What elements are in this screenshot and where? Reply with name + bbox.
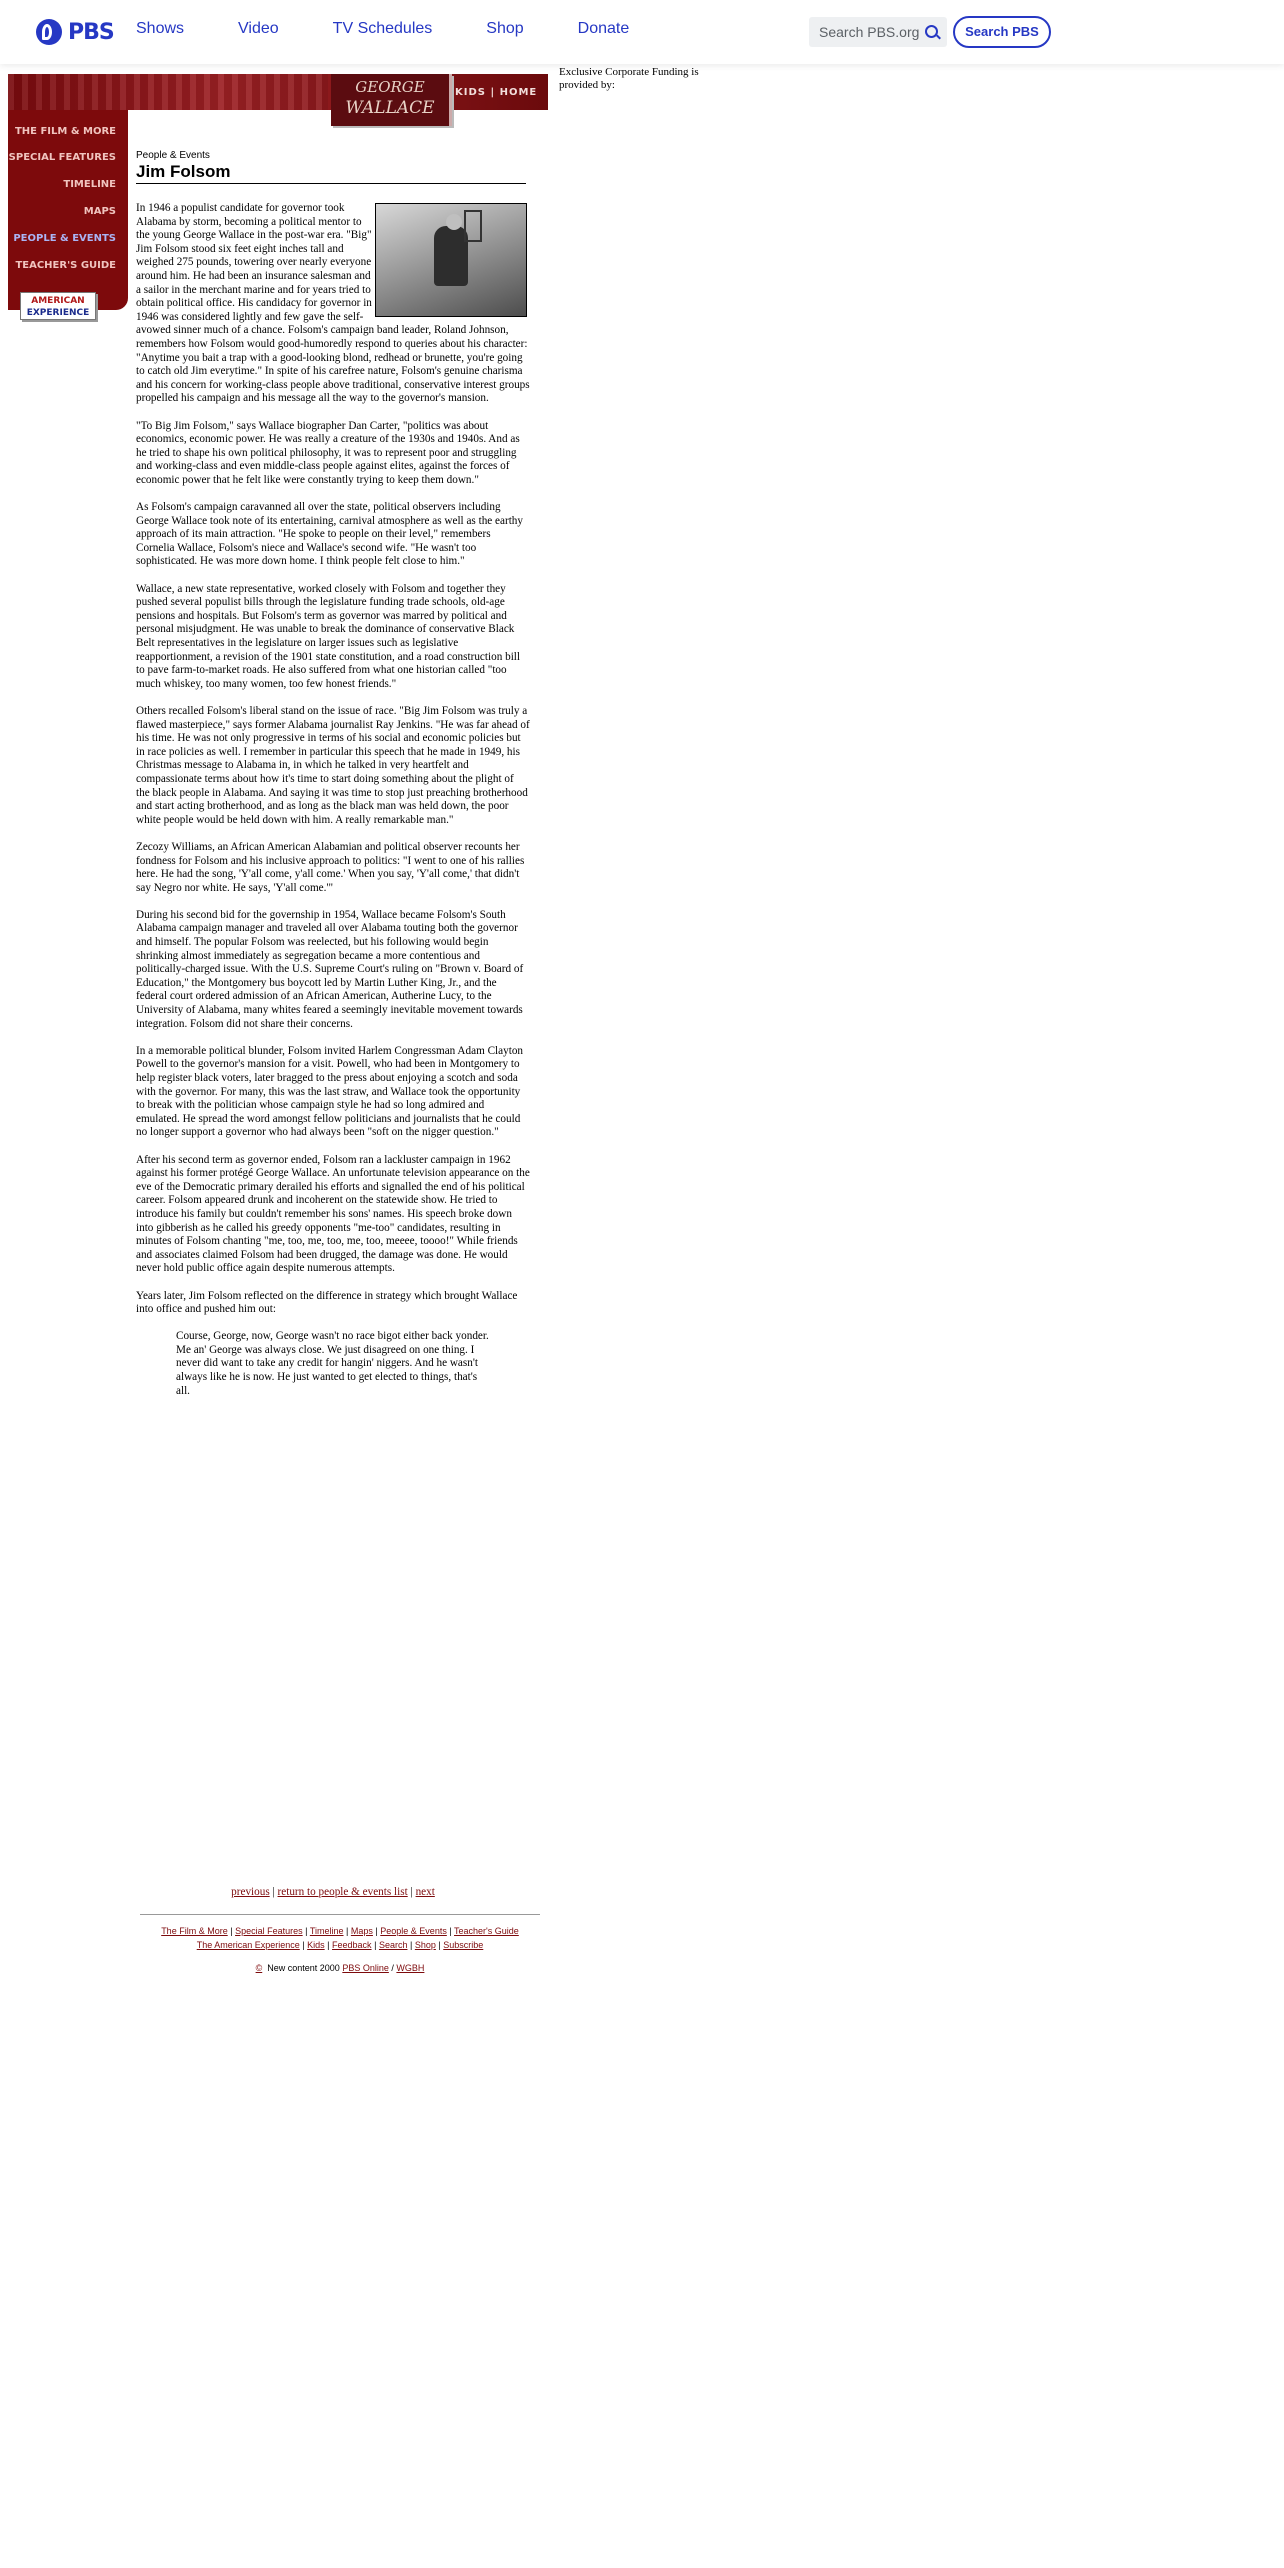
- banner-pattern: [8, 74, 328, 110]
- article-paragraph: Others recalled Folsom's liberal stand on the issue of race. "Big Jim Folsom was truly a flawed masterpiece," says former Alabama journalist Ray Jenkins. "He was far ahead of his time. He was not only progressive in terms of his social and economic policies but in race policies as well. I remember in particular this speech that he made in 1949, his Christmas message to Alabama in, in which he talked in very heartfelt and compassionate terms about how it's time to start doing something about the plight of the black people in Alabama. And saying it was time to stop just preaching brotherhood and start acting brotherhood, and as long as the black man was held down, the poor white people would be held down with him. A really remarkable man.": [136, 704, 530, 826]
- search-pbs-button[interactable]: Search PBS: [953, 16, 1051, 48]
- copyright-text: New content 2000: [267, 1963, 340, 1973]
- separator: |: [230, 1926, 233, 1936]
- pbs-logo-text: PBS: [68, 19, 114, 45]
- wgbh-link[interactable]: WGBH: [396, 1963, 425, 1973]
- footer-maps[interactable]: Maps: [350, 1926, 373, 1936]
- pbs-head-icon: [36, 19, 62, 45]
- sidebar: [8, 110, 128, 310]
- previous-link[interactable]: previous: [231, 1886, 270, 1898]
- separator: |: [302, 1940, 305, 1950]
- footer-feedback[interactable]: Feedback: [332, 1940, 372, 1950]
- american-experience-logo[interactable]: [20, 292, 96, 320]
- footer-row-1: [136, 1924, 544, 1938]
- pagination: [136, 1886, 530, 1898]
- article-paragraph: After his second term as governor ended, Folsom ran a lackluster campaign in 1962 against his former protégé George Wallace. An unfortunate television appearance on the eve of the Democratic primary derailed his efforts and signalled the end of his political career. Folsom appeared drunk and incoherent on the statewide show. He tried to introduce his family but couldn't remember his sons' names. His speech broke down into gibberish as he called his greedy opponents "me-too" candidates, resulting in minutes of Folsom chanting "me, too, me, too, me, too, meeee, toooo!" While friends and associates claimed Folsom had been drugged, the damage was done. He would never hold public office again despite numerous attempts.: [136, 1153, 530, 1275]
- pbs-header: [0, 0, 1284, 64]
- folsom-quote: Course, George, now, George wasn't no race bigot either back yonder. Me an' George was always close. We just disagreed on one thing. I never did want to take any credit for hangin' niggers. And he wasn't always like he is now. He just wanted to get elected to things, that's all.: [176, 1330, 489, 1397]
- sidebar-item-timeline[interactable]: TIMELINE: [63, 179, 116, 190]
- search-icon[interactable]: [925, 25, 938, 38]
- footer-american-experience[interactable]: The American Experience: [196, 1940, 300, 1950]
- photo-spacer: [372, 202, 530, 320]
- section-label: People & Events: [136, 150, 210, 161]
- kids-home-link[interactable]: KIDS | HOME: [455, 87, 538, 98]
- separator: |: [346, 1926, 349, 1936]
- sidebar-item-teachers-guide[interactable]: TEACHER'S GUIDE: [15, 260, 116, 271]
- separator: |: [410, 1886, 413, 1898]
- separator: |: [438, 1940, 441, 1950]
- george-wallace-title[interactable]: [331, 74, 452, 126]
- pbs-online-link[interactable]: PBS Online: [342, 1963, 389, 1973]
- footer-subscribe[interactable]: Subscribe: [443, 1940, 484, 1950]
- title-divider: [136, 183, 526, 184]
- pbs-nav: [136, 20, 683, 38]
- separator: |: [374, 1940, 377, 1950]
- article-body: [136, 202, 530, 1412]
- footer-people-events[interactable]: People & Events: [380, 1926, 447, 1936]
- slash: /: [391, 1963, 394, 1973]
- separator: |: [375, 1926, 378, 1936]
- footer-teachers-guide[interactable]: Teacher's Guide: [454, 1926, 519, 1936]
- footer-row-2: [136, 1938, 544, 1952]
- article-paragraph: Zecozy Williams, an African American Alabamian and political observer recounts her fondness for Folsom and his inclusive approach to politics: "I went to one of his rallies here. He had the song, 'Y'all come, y'all come.' When you say, 'Y'all come,' that didn't say Negro nor white. He says, 'Y'all come.'": [136, 840, 525, 894]
- article-paragraph: Wallace, a new state representative, worked closely with Folsom and together they pushed several populist bills through the legislature funding trade schools, old-age pensions and hospitals. But Folsom's term as governor was marred by political and personal misjudgment. He was unable to break the dominance of conservative Black Belt representatives in the legislature on larger issues such as legislative reapportionment, a revision of the 1901 state constitution, and a road construction bill to pave farm-to-market roads. He also suffered from what one historian called "too much whiskey, too many women, too few honest friends.": [136, 582, 521, 690]
- return-list-link[interactable]: return to people & events list: [277, 1886, 408, 1898]
- footer-shop[interactable]: Shop: [414, 1940, 436, 1950]
- nav-shows[interactable]: Shows: [136, 20, 185, 37]
- separator: |: [272, 1886, 275, 1898]
- amex-line2: EXPERIENCE: [26, 308, 90, 318]
- amex-line1: AMERICAN: [31, 296, 85, 306]
- pbs-logo[interactable]: [36, 18, 114, 46]
- nav-shop[interactable]: Shop: [486, 20, 524, 37]
- separator: |: [449, 1926, 452, 1936]
- title-line1: GEORGE: [355, 78, 425, 96]
- separator: |: [305, 1926, 308, 1936]
- separator: |: [327, 1940, 330, 1950]
- separator: |: [409, 1940, 413, 1950]
- article-paragraph: "To Big Jim Folsom," says Wallace biographer Dan Carter, "politics was about economics, economic power. He was really a creature of the 1930s and 1940s. And as he tried to shape his own political philosophy, it was to represent poor and struggling and working-class and even middle-class people against elites, against the forces of economic power that he felt like were constantly trying to keep them down.": [136, 419, 520, 486]
- title-line2: WALLACE: [345, 98, 435, 118]
- funding-credit: Exclusive Corporate Funding is provided by:: [559, 66, 699, 91]
- nav-donate[interactable]: Donate: [577, 20, 630, 37]
- sidebar-item-people-events[interactable]: PEOPLE & EVENTS: [13, 233, 116, 244]
- article-paragraph: In 1946 a populist candidate for governor took Alabama by storm, becoming a political mentor to the young George Wallace in the post-war era. "Big" Jim Folsom stood six feet eight inches tall and weighed 275 pounds, towering over nearly everyone around him. He had been an insurance salesman and a sailor in the merchant marine and for years tried to obtain political office. His candidacy for governor in 1946 was considered lightly and few gave the self-avowed sinner much of a chance. Folsom's campaign band leader, Roland Johnson, remembers how Folsom would good-humoredly respond to queries about his character: "Anytime you bait a trap with a good-looking blond, redhead or brunette, you're going to catch old Jim everytime." In spite of his carefree nature, Folsom's genuine charisma and his concern for working-class people above traditional, conservative interest groups propelled his campaign and his message all the way to the governor's mansion.: [136, 202, 530, 405]
- article-paragraph: In a memorable political blunder, Folsom invited Harlem Congressman Adam Clayton Powell to the governor's mansion for a visit. Powell, who had been in Montgomery to help register black voters, later bragged to the press about enjoying a scotch and soda with the governor. For many, this was the last straw, and Wallace took the opportunity to break with the politician whose campaign style he had so long admired and emulated. He spread the word amongst fellow politicians and journalists that he could no longer support a governor who had always been "soft on the nigger question.": [136, 1044, 523, 1139]
- nav-video[interactable]: Video: [238, 20, 279, 37]
- footer-divider: [140, 1914, 540, 1915]
- article-paragraph: As Folsom's campaign caravanned all over the state, political observers including George Wallace took note of its entertaining, carnival atmosphere as well as the earthy approach of its main attraction. "He spoke to people on their level," remembers Cornelia Wallace, Folsom's niece and Wallace's second wife. "He wasn't too sophisticated. He was more down home. I think people felt close to him.": [136, 501, 523, 568]
- next-link[interactable]: next: [415, 1886, 435, 1898]
- sidebar-item-special-features[interactable]: SPECIAL FEATURES: [8, 152, 116, 163]
- footer-film-more[interactable]: The Film & More: [161, 1926, 228, 1936]
- page-title: Jim Folsom: [136, 162, 231, 181]
- footer-special-features[interactable]: Special Features: [235, 1926, 303, 1936]
- footer-timeline[interactable]: Timeline: [309, 1926, 344, 1936]
- search-placeholder: Search PBS.org: [819, 24, 920, 40]
- article-paragraph: Years later, Jim Folsom reflected on the difference in strategy which brought Wallace into office and pushed him out:: [136, 1289, 518, 1316]
- footer-search[interactable]: Search: [378, 1940, 408, 1950]
- article-paragraph: During his second bid for the governship in 1954, Wallace became Folsom's South Alabama campaign manager and traveled all over Alabama touting both the governor and himself. The popular Folsom was reelected, but his following would begin shrinking almost immediately as segregation became a more contentious and politically-charged issue. With the U.S. Supreme Court's ruling on "Brown v. Board of Education," the Montgomery bus boycott led by Martin Luther King, Jr., and the federal court ordered admission of an African American, Autherine Lucy, to the University of Alabama, many whites feared a seemingly inevitable movement towards integration. Folsom did not share their concerns.: [136, 908, 524, 1030]
- nav-tv-schedules[interactable]: TV Schedules: [332, 20, 433, 37]
- footer-kids[interactable]: Kids: [307, 1940, 325, 1950]
- sidebar-item-maps[interactable]: MAPS: [83, 206, 116, 217]
- copyright: [136, 1963, 544, 1973]
- search-input[interactable]: [809, 17, 947, 47]
- sidebar-item-film-more[interactable]: THE FILM & MORE: [14, 126, 116, 137]
- copyright-link[interactable]: ©: [255, 1963, 263, 1973]
- footer-nav: [136, 1924, 544, 1952]
